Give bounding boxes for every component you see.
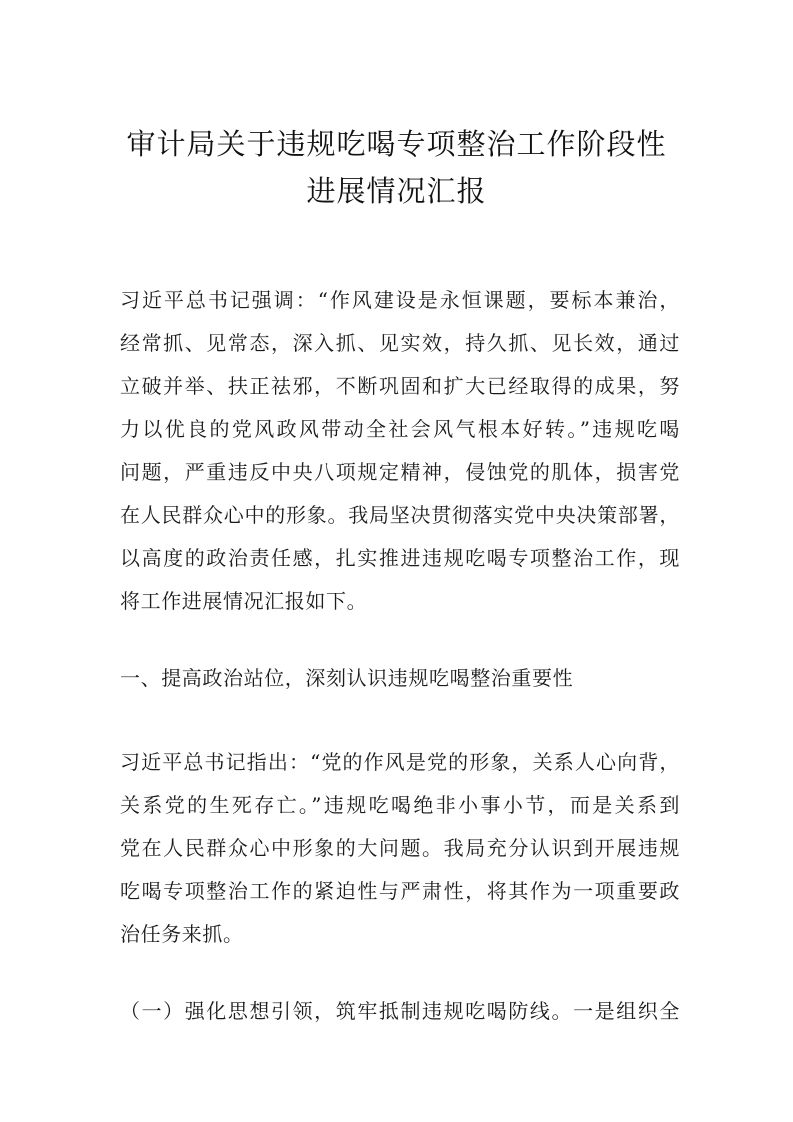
paragraph-2-line-4: 吃喝专项整治工作的紧迫性与严肃性，将其作为一项重要政 xyxy=(120,879,680,903)
paragraph-2-line-3: 党在人民群众心中形象的大问题。我局充分认识到开展违规 xyxy=(120,836,680,860)
section-1-heading: 一、提高政治站位，深刻认识违规吃喝整治重要性 xyxy=(120,666,574,690)
paragraph-1-line-2: 经常抓、见常态，深入抓、见实效，持久抓、见长效，通过 xyxy=(120,331,680,355)
paragraph-1-line-7: 以高度的政治责任感，扎实推进违规吃喝专项整治工作，现 xyxy=(120,546,680,570)
paragraph-1-line-6: 在人民群众心中的形象。我局坚决贯彻落实党中央决策部署， xyxy=(120,503,680,527)
document-title-line-1: 审计局关于违规吃喝专项整治工作阶段性 xyxy=(126,127,667,161)
paragraph-2-line-1: 习近平总书记指出：“党的作风是党的形象，关系人心向背， xyxy=(120,750,680,774)
paragraph-1-line-5: 问题，严重违反中央八项规定精神，侵蚀党的肌体，损害党 xyxy=(120,460,680,484)
document-title-line-2: 进展情况汇报 xyxy=(306,174,487,208)
paragraph-1-line-3: 立破并举、扶正祛邪，不断巩固和扩大已经取得的成果，努 xyxy=(120,374,680,398)
paragraph-1-line-8: 将工作进展情况汇报如下。 xyxy=(120,589,368,613)
paragraph-1-line-4: 力以优良的党风政风带动全社会风气根本好转。”违规吃喝 xyxy=(120,417,680,441)
paragraph-2-line-2: 关系党的生死存亡。”违规吃喝绝非小事小节，而是关系到 xyxy=(120,793,680,817)
paragraph-2-line-5: 治任务来抓。 xyxy=(120,922,244,946)
paragraph-1-line-1: 习近平总书记强调：“作风建设是永恒课题，要标本兼治， xyxy=(120,288,680,312)
subsection-1-line: （一）强化思想引领，筑牢抵制违规吃喝防线。一是组织全 xyxy=(120,999,680,1023)
